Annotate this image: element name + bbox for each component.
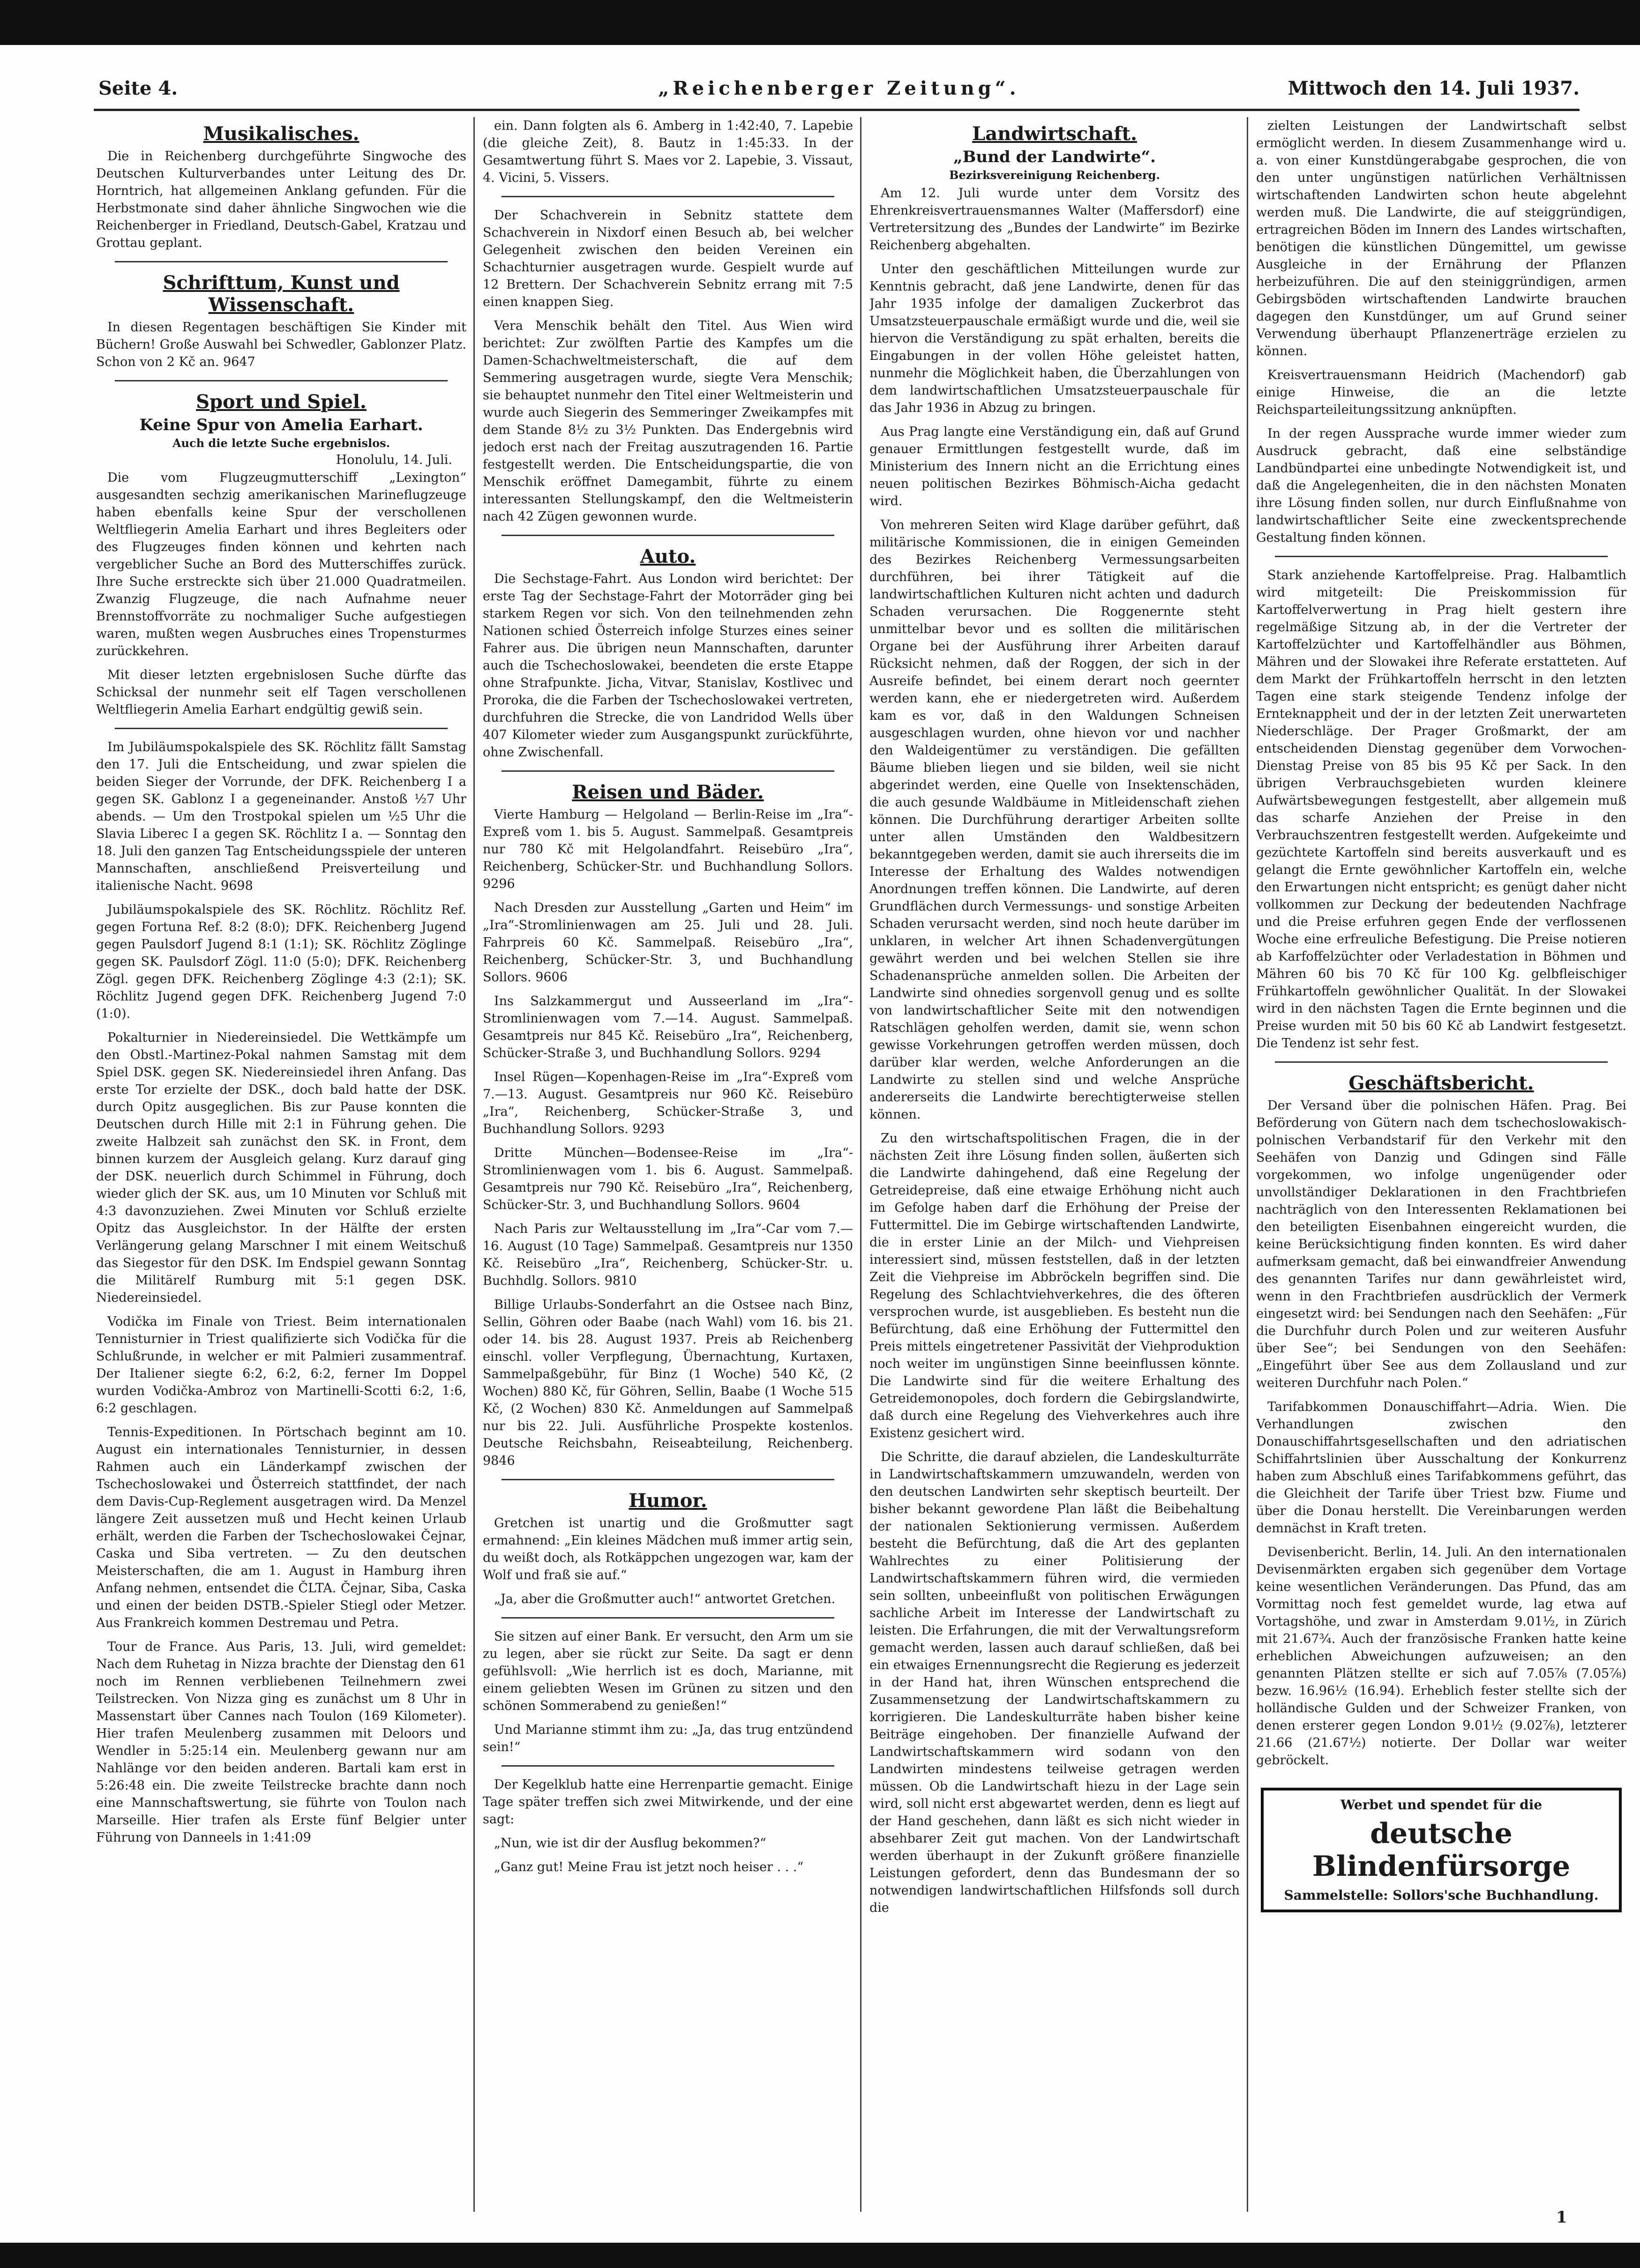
article-paragraph: Im Jubiläumspokalspiele des SK. Röchlitz fällt Samstag den 17. Juli die Entscheidung, und zwar spielen die beiden Sieger der Vorrunde, der DFK. Reichenberg I a gegen SK. Gablonz I a gegeneinander. Anstoß ½7 Uhr abends. — Um den Trostpokal spielen um ½5 Uhr die Slavia Liberec I a gegen SK. Röchlitz I a. — Sonntag den 18. Juli den ganzen Tag Entscheidungsspiele der unteren Mannschaften, anschließend Preisverteilung und italienische Nacht. 9698 bbox=[96, 740, 466, 893]
article-paragraph: Stark anziehende Kartoffelpreise. Prag. Halbamtlich wird mitgeteilt: Die Preiskommission für Kartoffelverwertung in Prag hielt gestern ihre regelmäßige Sitzung ab, in der die Vertreter der Kartoffelzüchter und Kartoffelhändler aus Böhmen, Mähren und der Slowakei ihre Referate erstatteten. Auf dem Markt der Frühkartoffeln herrscht in den letzten Tagen eine stark steigende Tendenz infolge der Ernteknappheit und der in der letzten Zeit unerwarteten Niederschläge. Der Prager Großmarkt, der am entscheidenden Dienstag gegenüber dem Vorwochen-Dienstag Preise von 85 bis 95 Kč per Sack. In den übrigen Verbrauchsgebieten wurden kleinere Aufwärtsbewegungen festgestellt, aber allgemein muß das scharfe Anziehen der Preise in den Verbrauchszentren festgestellt werden. Aufgekeimte und gezüchtete Kartoffeln sind bereits ausverkauft und es gelangt die Ernte gewöhnlicher Kartoffeln ein, welche den Erwartungen nicht entspricht; es genügt daher nicht vollkommen zur Deckung der bedeutenden Nachfrage und die Preise erfuhren gegen Ende der verflossenen Woche eine erfreuliche Befestigung. Die Preise notieren ab Karfoffelzüchter oder Verladestation in Böhmen und Mähren 60 bis 70 Kč für 100 Kg. gelbfleischiger Frühkartoffeln gewöhnlicher Qualität. In der Slowakei wird in den nächsten Tagen die Ernte beginnen und die Preise wurden mit 50 bis 60 Kč ab Landwirt festgesetzt. Die Tendenz ist sehr fest. bbox=[1256, 568, 1626, 1051]
article-paragraph: In der regen Aussprache wurde immer wieder zum Ausdruck gebracht, daß eine selbständige Landbündpartei eine unbedingte Notwendigkeit ist, und daß die Angelegenheiten, die in den nächsten Monaten ihre Lösung finden sollen, nur durch Einflußnahme von landwirtschaftlicher Seite eine zweckentsprechende Gestaltung finden können. bbox=[1256, 426, 1626, 545]
article-paragraph: Ins Salzkammergut und Ausseerland im „Ira“-Stromlinienwagen vom 7.—14. August. Sammelpaß. Gesamtpreis nur 845 Kč. Reisebüro „Ira“, Reichenberg, Schücker-Straße 3, und Buchhandlung Sollors. 9294 bbox=[483, 994, 853, 1060]
issue-date: Mittwoch den 14. Juli 1937. bbox=[1288, 77, 1580, 99]
article-paragraph: Dritte München—Bodensee-Reise im „Ira“-Stromlinienwagen vom 1. bis 6. August. Sammelpaß. Gesamtpreis nur 790 Kč. Reisebüro „Ira“, Reichenberg, Schücker-Str. 3, und Buchhandlung Sollors. 9604 bbox=[483, 1146, 853, 1212]
article-paragraph: Vera Menschik behält den Titel. Aus Wien wird berichtet: Zur zwölften Partie des Kampfes um die Damen-Schachweltmeisterschaft, die auf dem Semmering ausgetragen wurde, siegte Vera Menschik; sie behauptet nunmehr den Titel einer Weltmeisterin und wurde auch Siegerin des Semmeringer Zweikampfes mit dem Stande 8½ zu 3½ Punkten. Das Endergebnis wird jedoch erst nach der Freitag auszutragenden 16. Partie festgestellt werden. Die Entscheidungspartie, die von Menschik eröffnet Damegambit, führte zu einem interessanten Stellungskampf, den die Weltmeisterin nach 42 Zügen gewonnen wurde. bbox=[483, 319, 853, 524]
article-paragraph: Vodička im Finale von Triest. Beim internationalen Tennisturnier in Triest qualifizierte sich Vodička für die Schlußrunde, in welcher er mit Palmieri zusammentraf. Der Italiener siegte 6:2, 6:2, 6:2, ferner Im Doppel wurden Vodička-Ambroz von Martinelli-Scotti 6:2, 1:6, 6:2 geschlagen. bbox=[96, 1314, 466, 1416]
separator bbox=[1275, 556, 1608, 557]
article-paragraph: Devisenbericht. Berlin, 14. Juli. An den internationalen Devisenmärkten ergaben sich gegenüber dem Vortage keine wesentlichen Veränderungen. Das Pfund, das am Vormittag noch fest gemeldet wurde, lag etwa auf Vortagshöhe, und zwar in Amsterdam 9.01½, in Zürich mit 21.67¾. Auch der französische Franken hatte keine erheblichen Abweichungen aufzuweisen; an den genannten Plätzen stellte er sich auf 7.05⅞ (7.05⅞) bezw. 16.96½ (16.94). Erheblich fester stellte sich der holländische Gulden und der Schweizer Franken, von denen ersterer gegen London 9.01½ (9.02⅞), letzterer 21.66 (21.67½) notierte. Der Dollar war weiter gebröckelt. bbox=[1256, 1545, 1626, 1768]
separator bbox=[115, 728, 448, 729]
column-4 bbox=[1256, 117, 1626, 2216]
article-paragraph: Sie sitzen auf einer Bank. Er versucht, den Arm um sie zu legen, aber sie rückt zur Seite. Da sagt er denn gefühlsvoll: „Wie herrlich ist es doch, Marianne, mit einem geliebten Wesen im Grünen zu sitzen und den schönen Sommerabend zu genießen!“ bbox=[483, 1629, 853, 1713]
article-paragraph: Die Sechstage-Fahrt. Aus London wird berichtet: Der erste Tag der Sechstage-Fahrt der Motorräder ging bei starkem Regen vor sich. Von den teilnehmenden zehn Nationen schied Österreich infolge Sturzes eines seiner Fahrer aus. Die übrigen neun Mannschaften, darunter auch die Tschechoslowakei, beendeten die erste Etappe ohne Strafpunkte. Jicha, Vitvar, Stanislav, Kostlivec und Proroka, die die Farben der Tschechoslowakei vertreten, durchfuhren die Strecke, die von Landridod Wells über 407 Kilometer wieder zum Ausgangspunkt zurückführte, ohne Zwischenfall. bbox=[483, 572, 853, 760]
article-paragraph: Nach Paris zur Weltausstellung im „Ira“-Car vom 7.—16. August (10 Tage) Sammelpaß. Gesamtpreis nur 1350 Kč. Reisebüro „Ira“, Reichenberg, Schücker-Str. u. Buchhdlg. Sollors. 9810 bbox=[483, 1222, 853, 1288]
separator bbox=[502, 770, 834, 772]
article-subheadline: Bezirksvereinigung Reichenberg. bbox=[949, 168, 1160, 182]
article-paragraph: Vierte Hamburg — Helgoland — Berlin-Reise im „Ira“-Expreß vom 1. bis 5. August. Sammelpaß. Gesamtpreis nur 780 Kč mit Helgolandfahrt. Reisebüro „Ira“, Reichenberg, Schücker-Str. und Buchhandlung Sollors. 9296 bbox=[483, 807, 853, 891]
separator bbox=[1275, 1061, 1608, 1063]
article-paragraph: Tarifabkommen Donauschiffahrt—Adria. Wien. Die Verhandlungen zwischen den Donauschiffahrtsgesellschaften und den adriatischen Schiffahrtslinien über Ausschaltung der Konkurrenz haben zum Abschluß eines Tarifabkommens geführt, das die Gleichheit der Tarife über Triest bzw. Fiume und über die Donau herstellt. Die Vereinbarungen werden demnächst in Kraft treten. bbox=[1256, 1400, 1626, 1536]
advertisement-box bbox=[1261, 1788, 1622, 1912]
article-headline: „Bund der Landwirte“. bbox=[953, 148, 1156, 166]
column-divider bbox=[860, 117, 861, 2212]
article-paragraph: Die in Reichenberg durchgeführte Singwoche des Deutschen Kulturverbandes unter Leitung des Dr. Horntrich, hat allgemeinen Anklang gefunden. Für die Herbstmonate sind daher ähnliche Singwochen wie die Reichenberger in Friedland, Deutsch-Gabel, Kratzau und Grottau geplant. bbox=[96, 149, 466, 250]
column-2 bbox=[483, 117, 853, 2216]
column-divider bbox=[1247, 117, 1248, 2212]
article-paragraph: Nach Dresden zur Ausstellung „Garten und Heim“ im „Ira“-Stromlinienwagen am 25. Juli und 28. Juli. Fahrpreis 60 Kč. Sammelpaß. Reisebüro „Ira“, Reichenberg, Schücker-Str. 3, und Buchhandlung Sollors. 9606 bbox=[483, 901, 853, 985]
page-header bbox=[98, 77, 1580, 105]
section-title-agriculture: Landwirtschaft. bbox=[972, 123, 1137, 145]
article-paragraph: Tennis-Expeditionen. In Pörtschach beginnt am 10. August ein internationales Tennisturnier, in dessen Rahmen auch ein Länderkampf zwischen der Tschechoslowakei und Österreich stattfindet, der nach dem Davis-Cup-Reglement ausgetragen wird. Da Menzel längere Zeit aussetzen muß und Hecht keinen Urlaub erhält, werden die Farben der Tschechoslowakei Čejnar, Caska und Siba vertreten. — Zu den deutschen Meisterschaften, die am 1. August in Hamburg ihren Anfang nehmen, entsendet die ČLTA. Čejnar, Siba, Caska und einen der beiden DSTB.-Spieler Stiegl oder Metzer. Aus Frankreich kommen Destremau und Petra. bbox=[96, 1425, 466, 1630]
article-paragraph: „Nun, wie ist dir der Ausflug bekommen?“ bbox=[494, 1836, 766, 1850]
article-paragraph: Pokalturnier in Niedereinsiedel. Die Wettkämpfe um den Obstl.-Martinez-Pokal nahmen Samstag mit dem Spiel DSK. gegen SK. Niedereinsiedel ihren Anfang. Das erste Tor erzielte der DSK., doch bald hatte der DSK. durch Opitz ausgeglichen. Bis zur Pause konnten die Deutschen durch Hille mit 2:1 in Führung gehen. Die zweite Halbzeit sah zunächst den SK. in Front, dem binnen kurzem der Ausgleich gelang. Kurz darauf ging der DSK. neuerlich durch Schimmel in Führung, doch wieder glich der SK. aus, um 10 Minuten vor Schluß mit 4:3 davonzuziehen. Zwei Minuten vor Schluß erzielte Opitz das Ausgleichstor. In der Hälfte der ersten Verlängerung gelang Marschner I mit einem Weitschuß das Siegestor für den DSK. Im Endspiel gewann Sonntag die Militärelf Rumburg mit 5:1 gegen DSK. Niedereinsiedel. bbox=[96, 1030, 466, 1305]
header-rule bbox=[94, 109, 1580, 111]
article-paragraph: Und Marianne stimmt ihm zu: „Ja, das trug entzündend sein!“ bbox=[483, 1723, 853, 1754]
article-paragraph: „Ganz gut! Meine Frau ist jetzt noch heiser . . .“ bbox=[494, 1860, 804, 1874]
column-divider bbox=[473, 117, 475, 2212]
article-paragraph: Der Kegelklub hatte eine Herrenpartie gemacht. Einige Tage später treffen sich zwei Mitwirkende, und der eine sagt: bbox=[483, 1777, 853, 1827]
section-title-auto: Auto. bbox=[640, 545, 696, 567]
article-dateline: Honolulu, 14. Juli. bbox=[336, 453, 452, 467]
section-title-business: Geschäftsbericht. bbox=[1348, 1072, 1534, 1094]
section-title-humor: Humor. bbox=[629, 1490, 707, 1512]
article-paragraph: ein. Dann folgten als 6. Amberg in 1:42:40, 7. Lapebie (die gleiche Zeit), 8. Bautz in 1:45:33. In der Gesamtwertung führt S. Maes vor 2. Lapebie, 3. Vissaut, 4. Vicini, 5. Vissers. bbox=[483, 119, 853, 185]
article-paragraph: Die vom Flugzeugmutterschiff „Lexington“ ausgesandten sechzig amerikanischen Marineflugzeuge haben ebenfalls keine Spur der verschollenen Weltfliegerin Amelia Earhart und ihres Begleiters oder des Flugzeuges finden können und kehrten nach vergeblicher Suche an Bord des Mutterschiffes zurück. Ihre Suche erstreckte sich über 21.000 Quadratmeilen. Zwanzig Flugzeuge, die nach Aufnahme neuer Brennstoffvorräte zu nochmaliger Suche aufgestiegen waren, mußten wegen Ausbruches eines Tropensturmes zurückkehren. bbox=[96, 470, 466, 658]
article-paragraph: Insel Rügen—Kopenhagen-Reise im „Ira“-Expreß vom 7.—13. August. Gesamtpreis nur 960 Kč. Reisebüro „Ira“, Reichenberg, Schücker-Straße 3, und Buchhandlung Sollors. 9293 bbox=[483, 1070, 853, 1136]
ad-headline: deutsche Blindenfürsorge bbox=[1312, 1817, 1571, 1883]
page-number: 1 bbox=[1556, 2208, 1567, 2227]
separator bbox=[502, 1765, 834, 1767]
article-paragraph: Aus Prag langte eine Verständigung ein, daß auf Grund genauer Ermittlungen festgestellt wurde, daß im Ministerium des Innern nicht an die Errichtung eines neuen politischen Bezirkes Böhmisch-Aicha gedacht wird. bbox=[869, 425, 1240, 508]
separator bbox=[115, 261, 448, 262]
article-paragraph: Unter den geschäftlichen Mitteilungen wurde zur Kenntnis gebracht, daß jene Landwirte, denen für das Jahr 1935 infolge der damaligen Zuckerbrot das Umsatzsteuerpauschale ermäßigt wurde und die, weil sie hiervon die Verständigung zu spät erhalten, bereits die Eingabungen in der vollen Höhe geleistet hatten, nunmehr die Möglichkeit haben, die Überzahlungen von dem landwirtschaftlichen Umsatzsteuerpauschale für das Jahr 1936 in Abzug zu bringen. bbox=[869, 262, 1240, 415]
ad-tagline: Werbet und spendet für die bbox=[1340, 1797, 1543, 1813]
newspaper-title: „Reichenberger Zeitung“. bbox=[658, 77, 1020, 99]
separator bbox=[502, 1479, 834, 1480]
article-paragraph: Von mehreren Seiten wird Klage darüber geführt, daß militärische Kommissionen, die in einigen Gemeinden des Bezirkes Reichenberg Vermessungsarbeiten durchführen, bei ihrer Tätigkeit auf die landwirtschaftlichen Kulturen nicht achten und dadurch Schaden verursachen. Die Roggenernte steht unmittelbar bevor und es sollten die militärischen Organe bei der Ausführung ihrer Arbeiten darauf Rücksicht nehmen, daß der Roggen, der sich in der Ausreife befindet, bei einem derart noch geernteт werden kann, ehe er niedergetreten wird. Außerdem kam es vor, daß in den Waldungen Schneisen ausgeschlagen wurden, ohne hievon vor und nachher den Waldeigentümer zu verständigen. Die gefällten Bäume blieben liegen und sie bilden, weil sie nicht abgerindet werden, eine Quelle von Insektenschäden, die auch gesunde Waldbäume in Mitleidenschaft ziehen können. Die Durchführung derartiger Arbeiten sollte unter allen Umständen den Waldbesitzern bekanntgegeben werden, damit sie auch ihrerseits die im Interesse der Erhaltung des Waldes notwendigen Anordnungen treffen können. Die Landwirte, auf deren Grundflächen durch Vermessungs- und sonstige Arbeiten Schaden verursacht werden, sind noch heute darüber im unklaren, in welcher Art ihnen Schadenvergütungen gewährt werden und bei welchen Stellen sie ihre Schadenansprüche anmelden sollen. Die Arbeiten der Landwirte sind ohnedies sorgenvoll genug und es sollte von landwirtschaftlicher Seite mit den notwendigen Ratschlägen geholfen werden, damit sie, wenn schon gewisse Vorkehrungen getroffen werden müssen, doch darüber klar werden, welche Anforderungen an die Landwirte zu stellen sind und welche Ansprüche andererseits die Landwirte berechtigterweise stellen können. bbox=[869, 518, 1240, 1122]
article-subheadline: Auch die letzte Suche ergebnislos. bbox=[172, 436, 390, 450]
article-paragraph: Mit dieser letzten ergebnislosen Suche dürfte das Schicksal der nunmehr seit elf Tagen verschollenen Weltfliegerin Amelia Earhart endgültig gewiß sein. bbox=[96, 668, 466, 717]
separator bbox=[502, 535, 834, 536]
article-paragraph: Gretchen ist unartig und die Großmutter sagt ermahnend: „Ein kleines Mädchen muß immer artig sein, du weißt doch, als Rotkäppchen ungezogen war, kam der Wolf und fraß sie auf.“ bbox=[483, 1516, 853, 1582]
section-title-travel: Reisen und Bäder. bbox=[572, 781, 764, 803]
article-paragraph: Die Schritte, die darauf abzielen, die Landeskulturräte in Landwirtschaftskammern umzuwandeln, werden von den deutschen Landwirten sehr skeptisch beurteilt. Der bisher bekannt gewordene Plan läßt die Beibehaltung der nationalen Sektionierung vermissen. Außerdem besteht die Befürchtung, daß die Art des geplanten Wahlrechtes zu einer Politisierung der Landwirtschaftskammern führen wird, die vermieden sein sollten, unbeeinflußt von politischen Erwägungen sachliche Arbeit im Interesse der Landwirtschaft zu leisten. Die Erfahrungen, die mit der Verwaltungsreform gemacht werden, lassen auch darauf schließen, daß bei ein etwaiges Ernennungsrecht die Regierung es jederzeit in der Hand hat, ihren Wünschen entsprechend die Zusammensetzung der Landwirtschaftskammern zu korrigieren. Die Landeskulturräte haben bisher keine Beiträge eingehoben. Der finanzielle Aufwand der Landwirtschaftskammern wird sodann von den Landwirten mindestens teilweise getragen werden müssen. Ob die Landwirtschaft hiezu in der Lage sein wird, soll nicht erst abgewartet werden, denn es liegt auf der Hand geschehen, dann läßt es sich nicht wieder in absehbarer Zeit gut machen. Von der Landwirtschaft werden überhaupt in der Zukunft größere finanzielle Leistungen gefordert, denn das Bundesmann der so notwendigen landwirtschaftlichen Hilfsfonds soll durch die bbox=[869, 1450, 1240, 1915]
column-3 bbox=[869, 117, 1240, 2216]
section-title-music: Musikalisches. bbox=[203, 123, 359, 145]
article-paragraph: Zu den wirtschaftspolitischen Fragen, die in der nächsten Zeit ihre Lösung finden sollen, äußerten sich die Landwirte dahingehend, daß eine Regelung der Getreidepreise, daß eine etwaige Erhöhung nicht auch im Gefolge haben darf die Erhöhung der Preise der Futtermittel. Die im Gebirge wirtschaftenden Landwirte, die in erster Linie an der Milch- und Viehpreisen interessiert sind, müssen feststellen, daß in der letzten Zeit die Viehpreise im Abbröckeln begriffen sind. Die Regelung des Schlachtviehverkehres, die des öfteren versprochen wurde, ist ausgeblieben. Es besteht nun die Befürchtung, daß eine Erhöhung der Futtermittel den Preis mittels eingetretener Passivität der Viehproduktion noch weiter im ungünstigen Sinne beeinflussen könnte. Die Landwirte sind für die weitere Erhaltung des Getreidemonopoles, doch fordern die Gebirgslandwirte, daß durch eine Regelung des Viehverkehres auch ihre Existenz gesichert wird. bbox=[869, 1131, 1240, 1440]
section-title-sport: Sport und Spiel. bbox=[196, 391, 367, 413]
article-headline: Keine Spur von Amelia Earhart. bbox=[139, 416, 423, 434]
article-paragraph: In diesen Regentagen beschäftigen Sie Kinder mit Büchern! Große Auswahl bei Schwedler, Gablonzer Platz. Schon von 2 Kč an. 9647 bbox=[96, 320, 466, 369]
article-paragraph: Am 12. Juli wurde unter dem Vorsitz des Ehrenkreisvertrauensmannes Walter (Maffersdorf) eine Vertretersitzung des „Bundes der Landwirte“ im Bezirke Reichenberg abgehalten. bbox=[869, 186, 1240, 253]
article-paragraph: Tour de France. Aus Paris, 13. Juli, wird gemeldet: Nach dem Ruhetag in Nizza brachte der Dienstag den 61 noch im Rennen verbliebenen Teilnehmern zwei Teilstrecken. Von Nizza ging es zunächst um 8 Uhr in Massenstart über Cannes nach Toulon (169 Kilometer). Hier trafen Meulenberg zusammen mit Deloors und Wendler in 5:25:14 ein. Meulenberg gewann nur am Nahlänge vor den beiden anderen. Bartali kam erst in 5:26:48 ein. Die zweite Teilstrecke brachte dann noch eine Mannschaftswertung, sie führte von Toulon nach Marseille. Hier trafen als Erste fünf Belgier unter Führung von Danneels in 1:41:09 bbox=[96, 1640, 466, 1845]
article-paragraph: Kreisvertrauensmann Heidrich (Machendorf) gab einige Hinweise, die an die letzte Reichsparteileitungssitzung anknüpften. bbox=[1256, 368, 1626, 417]
article-paragraph: Billige Urlaubs-Sonderfahrt an die Ostsee nach Binz, Sellin, Göhren oder Baabe (nach Wahl) vom 16. bis 21. oder 14. bis 28. August 1937. Preis ab Reichenberg einschl. voller Verpflegung, Übernachtung, Kurtaxen, Sammelpaßgebühr, für Binz (1 Woche) 540 Kč, (2 Wochen) 880 Kč, für Göhren, Sellin, Baabe (1 Woche 515 Kč, (2 Wochen) 830 Kč. Anmeldungen auf Sammelpaß nur bis 22. Juli. Ausführliche Prospekte kostenlos. Deutsche Reichsbahn, Reiseabteilung, Reichenberg. 9846 bbox=[483, 1298, 853, 1468]
article-paragraph: Der Schachverein in Sebnitz stattete dem Schachverein in Nixdorf einen Besuch ab, bei welcher Gelegenheit zwischen den beiden Vereinen ein Schachturnier ausgetragen wurde. Gespielt wurde auf 12 Brettern. Der Schachverein Sebnitz errang mit 7:5 einen knappen Sieg. bbox=[483, 208, 853, 309]
separator bbox=[502, 196, 834, 197]
section-title-literature: Schrifttum, Kunst und Wissenschaft. bbox=[163, 272, 400, 316]
column-1 bbox=[96, 117, 466, 2216]
article-paragraph: Jubiläumspokalspiele des SK. Röchlitz. Röchlitz Ref. gegen Fortuna Ref. 8:2 (8:0); DFK. Reichenberg Jugend gegen Paulsdorf Jugend 8:1 (1:1); SK. Röchlitz Zöglinge gegen SK. Paulsdorf Zögl. 11:0 (5:0); DFK. Reichenberg Zögl. gegen DFK. Reichenberg Zöglinge 4:3 (2:1); SK. Röchlitz Jugend gegen DFK. Reichenberg Jugend 7:0 (1:0). bbox=[96, 903, 466, 1021]
page-label: Seite 4. bbox=[98, 77, 178, 99]
separator bbox=[115, 380, 448, 381]
article-paragraph: „Ja, aber die Großmutter auch!“ antwortet Gretchen. bbox=[494, 1592, 836, 1606]
article-paragraph: Der Versand über die polnischen Häfen. Prag. Bei Beförderung von Gütern nach dem tschechoslowakisch-polnischen Verbandstarif für den Verkehr mit den Seehäfen von Danzig und Gdingen sind Fälle vorgekommen, wo infolge ungenügender oder unvollständiger Deklarationen in den Frachtbriefen nachträglich von den Interessenten Reklamationen bei den beteiligten Eisenbahnen eingereicht wurden, die keine Berücksichtigung finden konnten. Es wird daher aufmerksam gemacht, daß bei einwandfreier Anwendung des genannten Tarifes nur dann gewährleistet wird, wenn in den Frachtbriefen ausdrücklich der Vermerk eingesetzt wird: bei Sendungen nach den Seehäfen: „Für die Durchfuhr durch Polen und zur weiteren Ausfuhr über See“; bei Sendungen von den Seehäfen: „Eingeführt über See aus dem Zollausland und zur weiteren Durchfuhr nach Polen.“ bbox=[1256, 1098, 1626, 1390]
ad-footer: Sammelstelle: Sollors'sche Buchhandlung. bbox=[1284, 1888, 1599, 1903]
scan-border-top bbox=[0, 0, 1640, 45]
scan-border-bottom bbox=[0, 2243, 1640, 2268]
article-paragraph: zielten Leistungen der Landwirtschaft selbst ermöglicht werden. In diesem Zusammenhange wird u. a. von einer Kunstdüngerabgabe gesprochen, die von den unter ungünstigen natürlichen Verhältnissen wirtschaftenden Landwirten schon heute abgelehnt werden muß. Die Landwirte, die auf steiggründigen, ertragreichen Böden im Innern des Landes wirtschaften, benötigen die künstlichen Düngemittel, um gewisse Ausgleiche in der Ernährung der Pflanzen herbeizuführen. Die auf den steiniggründigen, armen Gebirgsböden wirtschaftenden Landwirte brauchen dagegen den Kunstdünger, um auf Grund seiner Verwendung überhaupt Pflanzenerträge erzielen zu können. bbox=[1256, 119, 1626, 358]
separator bbox=[502, 1617, 834, 1619]
